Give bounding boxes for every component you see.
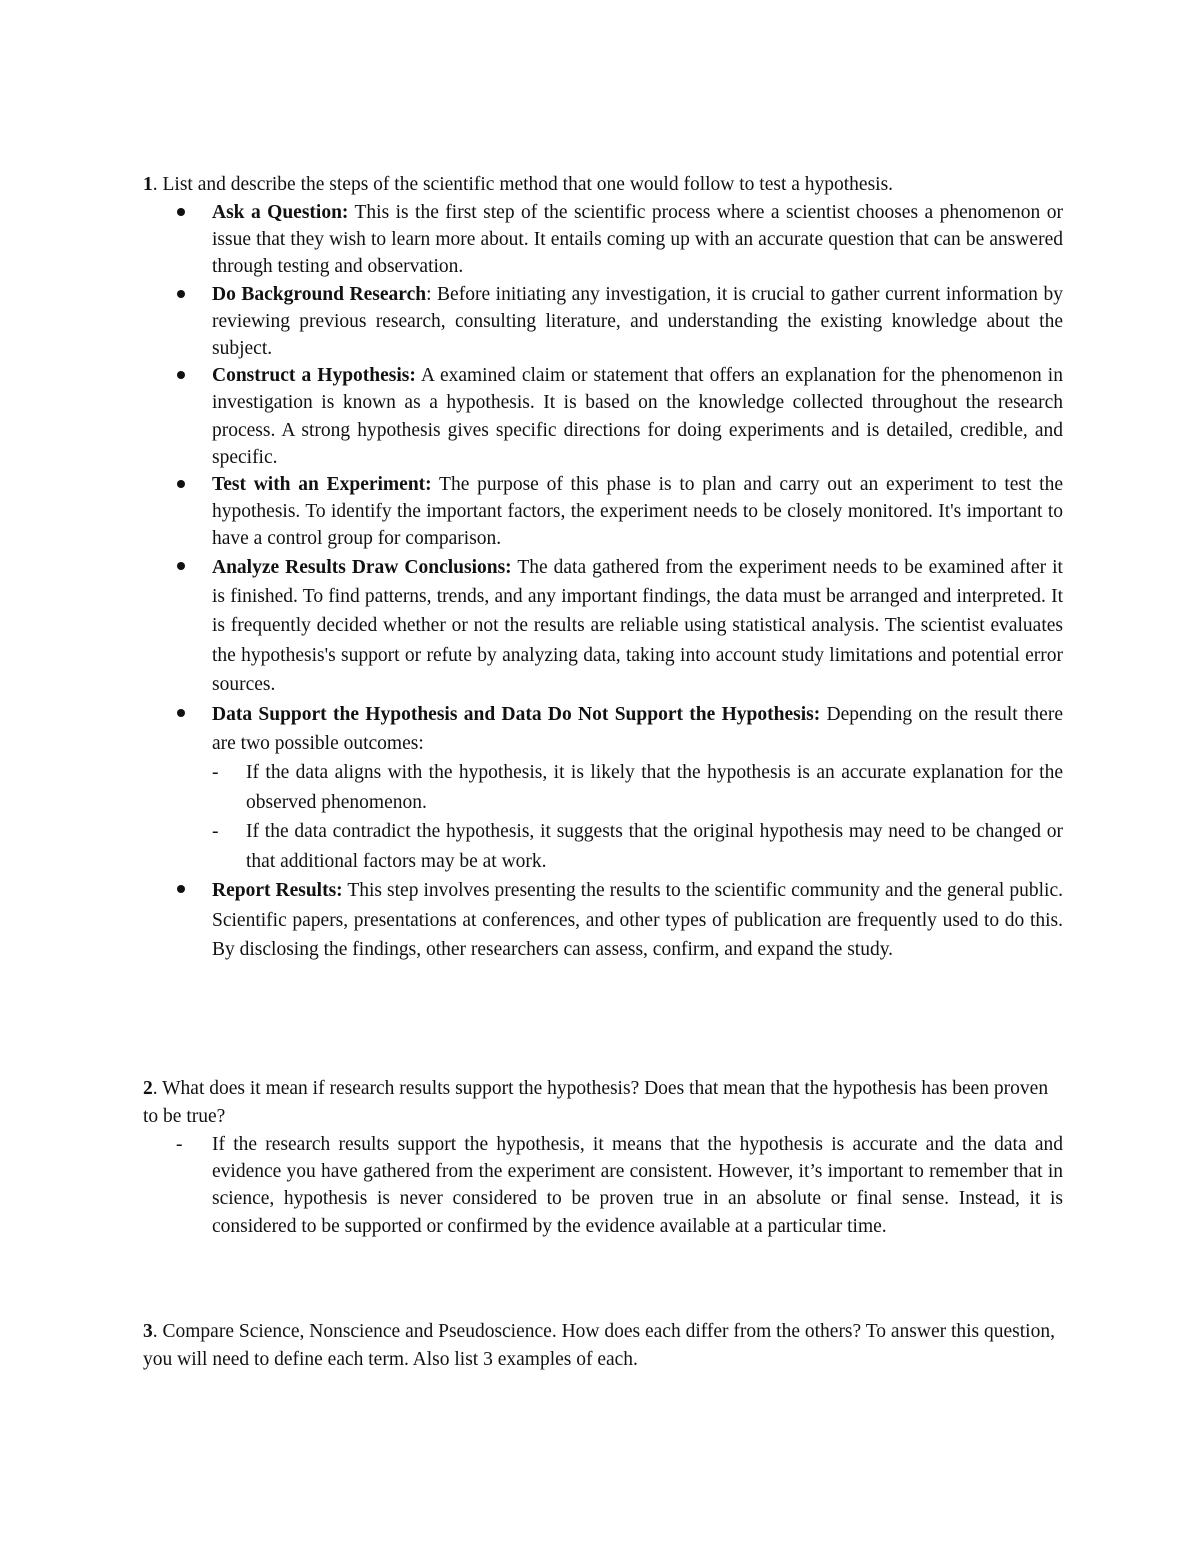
step-test-experiment [143, 471, 1063, 553]
step-ask-question [143, 199, 1063, 281]
question-2-answer-list [143, 1131, 1063, 1240]
step-title: Test with an Experiment: [212, 474, 432, 496]
step-title: Data Support the Hypothesis and Data Do Not Support the Hypothesis: [212, 703, 821, 725]
bullet-icon [177, 371, 185, 379]
question-1-prompt [143, 171, 1063, 199]
bullet-icon [177, 709, 185, 717]
outcome-text: If the data contradict the hypothesis, it suggests that the original hypothesis may need to be changed or that additional factors may be at work. [246, 821, 1063, 872]
dash-icon: - [212, 821, 219, 843]
bullet-icon [177, 885, 185, 893]
outcome-text: If the data aligns with the hypothesis, it is likely that the hypothesis is an accurate explanation for the observed phenomenon. [246, 762, 1063, 813]
step-body: This step involves presenting the results to the scientific community and the general public. Scientific papers, presentations at conferences, and other types of publication are frequently used to do this. By disclosing the findings, other researchers can assess, confirm, and expand the study. [212, 880, 1063, 960]
step-background-research [143, 281, 1063, 363]
outcome-item [212, 758, 1063, 817]
step-title: Analyze Results Draw Conclusions: [212, 556, 512, 578]
step-body: Depending on the result there are two possible outcomes: [212, 703, 1063, 755]
step-body: The purpose of this phase is to plan and carry out an experiment to test the hypothesis. To identify the important factors, the experiment needs to be closely monitored. It's important to have a control group for comparison. [212, 474, 1063, 550]
scientific-method-steps [143, 199, 1063, 964]
question-2-text: . What does it mean if research results support the hypothesis? Does that mean that the hypothesis has been proven to be true? [143, 1078, 1049, 1127]
step-body: The data gathered from the experiment needs to be examined after it is finished. To find patterns, trends, and any important findings, the data must be arranged and interpreted. It is frequently decided whether or not the results are reliable using statistical analysis. The scientist evaluates the hypothesis's support or refute by analyzing data, taking into account study limitations and potential error sources. [212, 556, 1063, 696]
bullet-icon [177, 208, 185, 216]
step-body: A examined claim or statement that offers an explanation for the phenomenon in investigation is known as a hypothesis. It is based on the knowledge collected throughout the research process. A strong hypothesis gives specific directions for doing experiments and is detailed, credible, and specific. [212, 365, 1063, 468]
question-2-prompt [143, 1075, 1063, 1131]
step-report-results [143, 876, 1063, 964]
answer-text: If the research results support the hypothesis, it means that the hypothesis is accurate and the data and evidence you have gathered from the experiment are consistent. However, it’s important to remember that in science, hypothesis is never considered to be proven true in an absolute or final sense. Instead, it is considered to be supported or confirmed by the evidence available at a particular time. [212, 1134, 1063, 1237]
question-2-answer [143, 1131, 1063, 1240]
question-1-number: 1 [143, 174, 153, 195]
step-construct-hypothesis [143, 362, 1063, 471]
question-2 [143, 1075, 1063, 1240]
dash-icon: - [176, 1134, 183, 1155]
question-3 [143, 1318, 1063, 1374]
step-title: Construct a Hypothesis: [212, 365, 416, 387]
outcome-list [212, 758, 1063, 876]
question-1-text: . List and describe the steps of the scientific method that one would follow to test a hypothesis. [152, 174, 894, 195]
question-1 [143, 171, 1063, 964]
question-3-number: 3 [143, 1321, 153, 1342]
question-2-number: 2 [143, 1078, 153, 1099]
question-3-text: . Compare Science, Nonscience and Pseudoscience. How does each differ from the others? To answer this question, you will need to define each term. Also list 3 examples of each. [143, 1321, 1055, 1370]
step-title: Ask a Question: [212, 202, 349, 223]
step-title: Report Results: [212, 880, 343, 902]
step-body: This is the first step of the scientific process where a scientist chooses a phenomenon or issue that they wish to learn more about. It entails coming up with an accurate question that can be answered through testing and observation. [212, 202, 1063, 278]
question-3-prompt [143, 1318, 1063, 1374]
dash-icon: - [212, 762, 219, 784]
bullet-icon [177, 480, 185, 488]
step-title: Do Background Research [212, 283, 427, 305]
step-analyze-results [143, 553, 1063, 700]
step-body: : Before initiating any investigation, it is crucial to gather current information by reviewing previous research, consulting literature, and understanding the existing knowledge about the subject. [212, 283, 1063, 360]
outcome-item [212, 817, 1063, 876]
step-data-support [143, 700, 1063, 876]
bullet-icon [177, 290, 185, 298]
bullet-icon [177, 562, 185, 570]
